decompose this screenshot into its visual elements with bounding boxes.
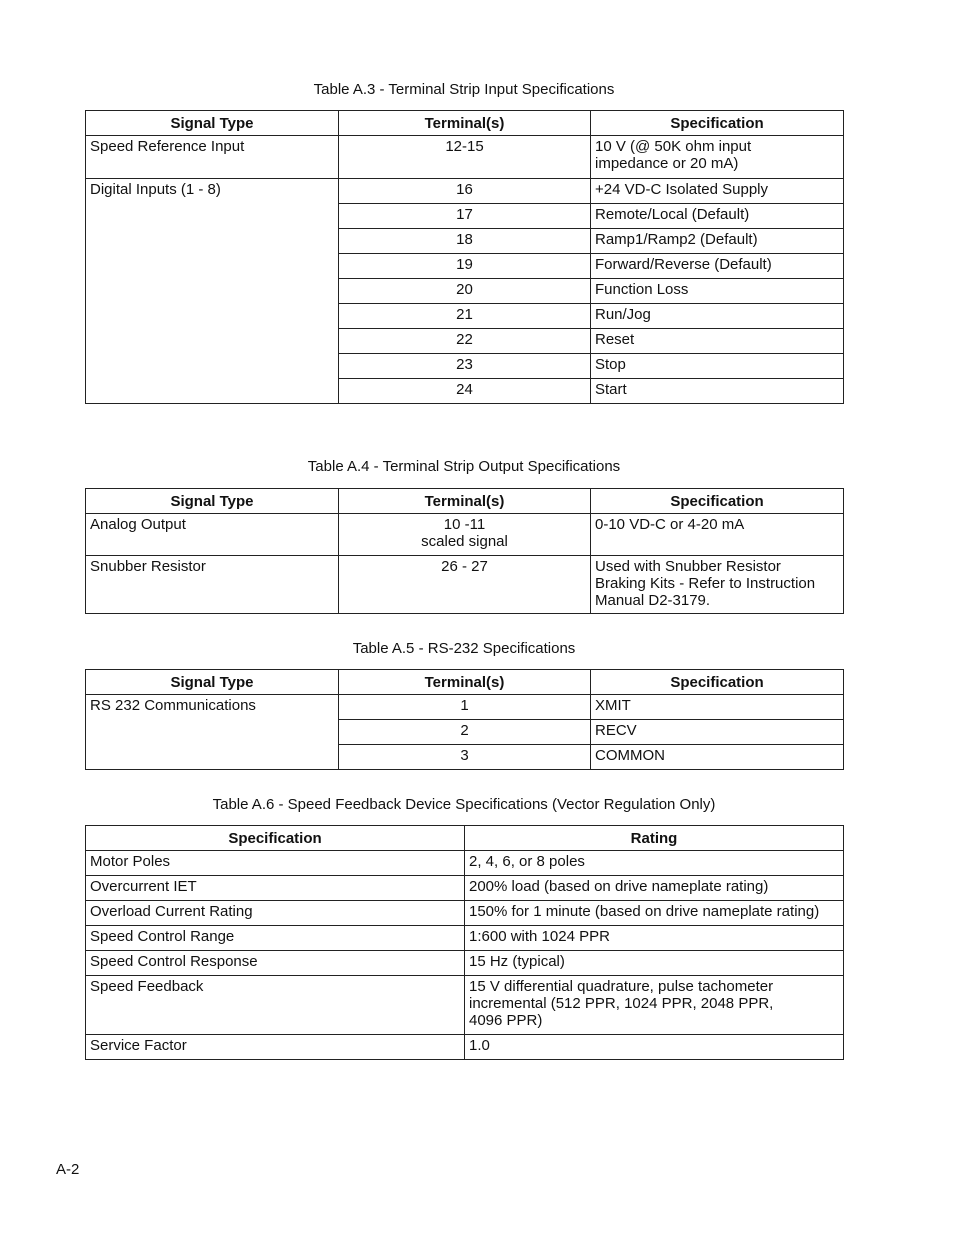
specification-cell: +24 VD-C Isolated Supply <box>591 179 844 204</box>
table-row <box>86 926 844 951</box>
specification-cell: Reset <box>591 329 844 354</box>
header-rating: Rating <box>465 826 844 851</box>
rating-cell: 15 Hz (typical) <box>465 951 844 976</box>
rating-cell <box>465 976 844 1035</box>
specification-cell: Overload Current Rating <box>86 901 465 926</box>
table-row <box>86 136 844 179</box>
rating-cell: 1:600 with 1024 PPR <box>465 926 844 951</box>
table-row <box>86 1035 844 1060</box>
table-row <box>86 951 844 976</box>
terminal-cell: 21 <box>339 304 591 329</box>
specification-cell: Function Loss <box>591 279 844 304</box>
rating-line: 15 V differential quadrature, pulse tachometer <box>469 978 774 995</box>
table-a5-caption: Table A.5 - RS-232 Specifications <box>352 640 576 657</box>
rating-cell: 150% for 1 minute (based on drive nameplate rating) <box>465 901 844 926</box>
terminal-line: scaled signal <box>421 533 508 550</box>
table-a4-caption: Table A.4 - Terminal Strip Output Specifications <box>307 458 621 475</box>
table-row <box>86 556 844 614</box>
signal-type-cell: Snubber Resistor <box>86 556 339 614</box>
specification-cell: Speed Control Range <box>86 926 465 951</box>
specification-cell <box>591 556 844 614</box>
header-terminals: Terminal(s) <box>339 670 591 695</box>
terminal-cell: 12-15 <box>339 136 591 179</box>
table-row <box>86 514 844 556</box>
table-row <box>86 976 844 1035</box>
table-a4 <box>85 488 844 614</box>
terminal-cell: 26 - 27 <box>339 556 591 614</box>
spec-line: Manual D2-3179. <box>595 592 711 609</box>
table-a5 <box>85 669 844 770</box>
table-a6 <box>85 825 844 1060</box>
header-terminals: Terminal(s) <box>339 111 591 136</box>
specification-cell: Speed Control Response <box>86 951 465 976</box>
header-specification: Specification <box>86 826 465 851</box>
specification-cell: COMMON <box>591 745 844 770</box>
terminal-cell: 1 <box>339 695 591 720</box>
table-row <box>86 876 844 901</box>
terminal-cell: 20 <box>339 279 591 304</box>
table-row <box>86 901 844 926</box>
specification-cell <box>591 136 844 179</box>
terminal-cell <box>339 514 591 556</box>
signal-type-cell: Speed Reference Input <box>86 136 339 179</box>
specification-cell: 0-10 VD-C or 4-20 mA <box>591 514 844 556</box>
spec-line: impedance or 20 mA) <box>595 155 739 172</box>
specification-cell: Overcurrent IET <box>86 876 465 901</box>
spec-line: Braking Kits - Refer to Instruction <box>595 575 816 592</box>
specification-cell: Ramp1/Ramp2 (Default) <box>591 229 844 254</box>
terminal-cell: 2 <box>339 720 591 745</box>
terminal-cell: 19 <box>339 254 591 279</box>
header-signal-type: Signal Type <box>86 489 339 514</box>
header-specification: Specification <box>591 111 844 136</box>
page-number: A-2 <box>56 1161 80 1178</box>
table-header-row <box>86 670 844 695</box>
specification-cell: RECV <box>591 720 844 745</box>
table-row <box>86 851 844 876</box>
terminal-cell: 3 <box>339 745 591 770</box>
terminal-cell: 16 <box>339 179 591 204</box>
header-specification: Specification <box>591 489 844 514</box>
spec-line: 10 V (@ 50K ohm input <box>595 138 752 155</box>
terminal-cell: 23 <box>339 354 591 379</box>
signal-type-cell: Analog Output <box>86 514 339 556</box>
header-specification: Specification <box>591 670 844 695</box>
rating-cell: 2, 4, 6, or 8 poles <box>465 851 844 876</box>
specification-cell: Remote/Local (Default) <box>591 204 844 229</box>
table-row <box>86 179 844 204</box>
specification-cell: Motor Poles <box>86 851 465 876</box>
rating-line: 4096 PPR) <box>469 1012 543 1029</box>
table-a3 <box>85 110 844 404</box>
table-header-row <box>86 826 844 851</box>
table-row <box>86 695 844 720</box>
specification-cell: Forward/Reverse (Default) <box>591 254 844 279</box>
specification-cell: Service Factor <box>86 1035 465 1060</box>
specification-cell: Run/Jog <box>591 304 844 329</box>
rating-cell: 200% load (based on drive nameplate rating) <box>465 876 844 901</box>
rating-cell: 1.0 <box>465 1035 844 1060</box>
terminal-cell: 17 <box>339 204 591 229</box>
specification-cell: Start <box>591 379 844 404</box>
specification-cell: XMIT <box>591 695 844 720</box>
table-a3-caption: Table A.3 - Terminal Strip Input Specifications <box>313 81 615 98</box>
header-signal-type: Signal Type <box>86 670 339 695</box>
terminal-cell: 18 <box>339 229 591 254</box>
terminal-cell: 24 <box>339 379 591 404</box>
specification-cell: Stop <box>591 354 844 379</box>
table-header-row <box>86 111 844 136</box>
specification-cell: Speed Feedback <box>86 976 465 1035</box>
terminal-cell: 22 <box>339 329 591 354</box>
table-header-row <box>86 489 844 514</box>
rating-line: incremental (512 PPR, 1024 PPR, 2048 PPR, <box>469 995 774 1012</box>
header-signal-type: Signal Type <box>86 111 339 136</box>
header-terminals: Terminal(s) <box>339 489 591 514</box>
signal-type-cell: RS 232 Communications <box>86 695 339 770</box>
signal-type-cell: Digital Inputs (1 - 8) <box>86 179 339 404</box>
spec-line: Used with Snubber Resistor <box>595 558 781 575</box>
table-a6-caption: Table A.6 - Speed Feedback Device Specifications (Vector Regulation Only) <box>212 796 716 813</box>
terminal-line: 10 -11 <box>443 516 486 533</box>
